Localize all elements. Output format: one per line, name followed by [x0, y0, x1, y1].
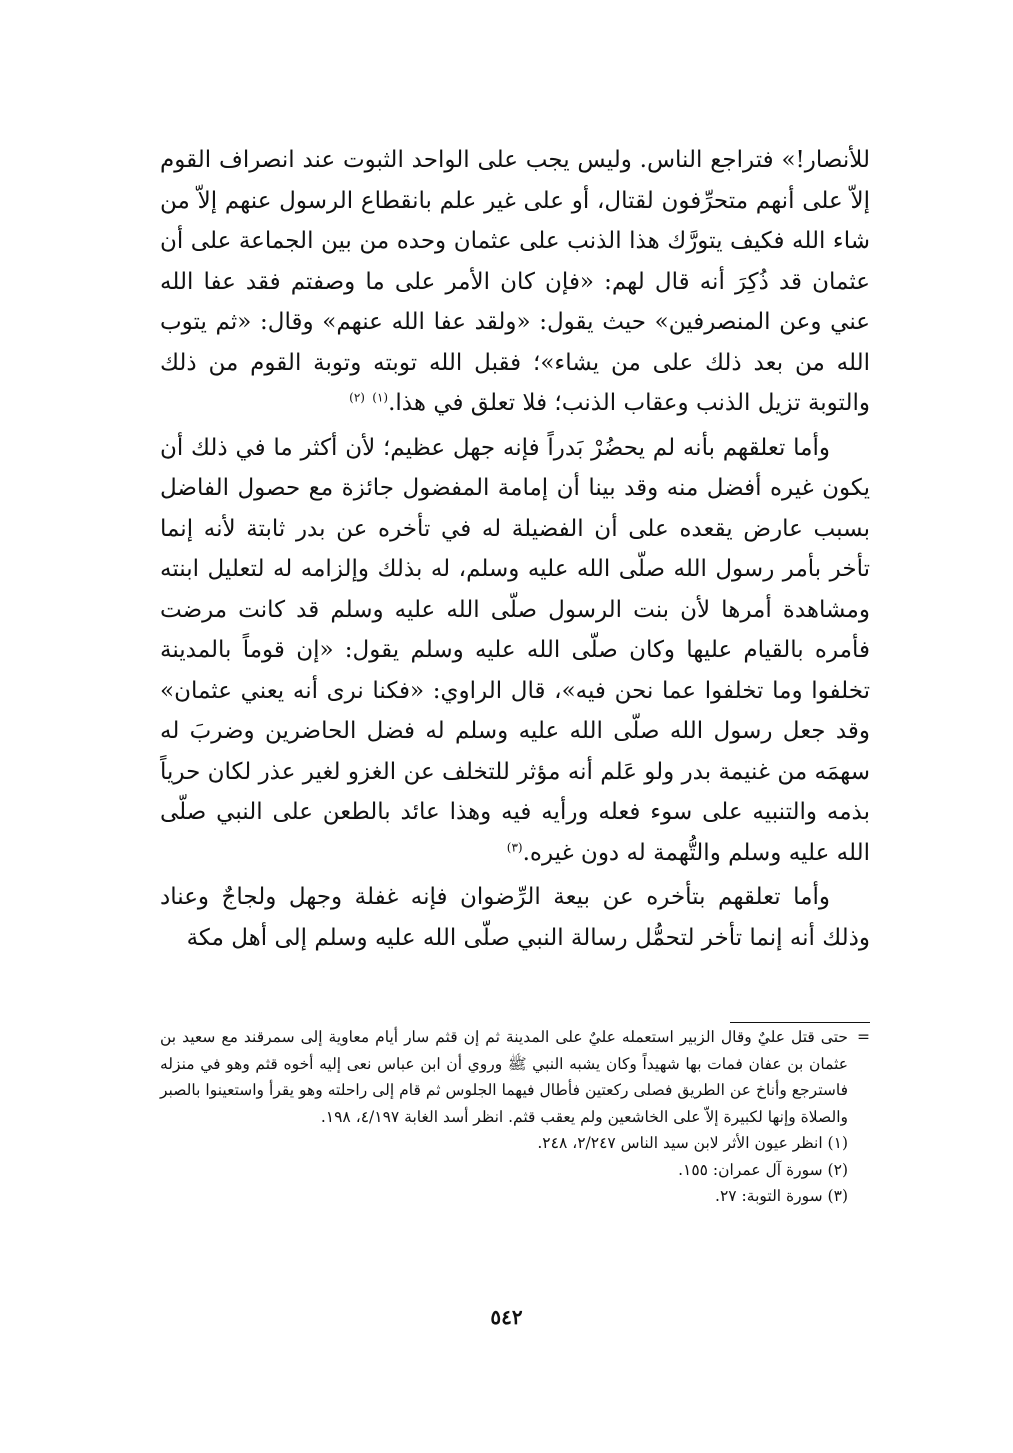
page-number: ٥٤٢ — [490, 1305, 523, 1329]
footnote-continuation-mark: = — [857, 1028, 870, 1046]
main-text — [160, 140, 870, 958]
paragraph-2-text: وأما تعلقهم بأنه لم يحضُرْ بَدراً فإنه جهل عظيم؛ لأن أكثر ما في ذلك أن يكون غيره أفضل منه وقد بينا أن إمامة المفضول جائزة مع حصول الفاضل بسبب عارض يقعده على أن الفضيلة له في تأخره عن بدر ثابتة لأنه إنما تأخر بأمر رسول الله صلّى الله عليه وسلم، له بذلك وإلزامه له لتعليل ابنته ومشاهدة أمرها لأن بنت الرسول صلّى الله عليه وسلم قد كانت مرضت فأمره بالقيام عليها وكان صلّى الله عليه وسلم يقول: «إن قوماً بالمدينة تخلفوا وما تخلفوا عما نحن فيه»، قال الراوي: «فكنا نرى أنه يعني عثمان» وقد جعل رسول الله صلّى الله عليه وسلم له فضل الحاضرين وضربَ له سهمَه من غنيمة بدر ولو عَلم أنه مؤثر للتخلف عن الغزو لغير عذر لكان حرياً بذمه والتنبيه على سوء فعله ورأيه فيه وهذا عائد بالطعن على النبي صلّى الله عليه وسلم والتُّهمة له دون غيره. — [160, 434, 870, 866]
paragraph-1-text: للأنصار!» فتراجع الناس. وليس يجب على الواحد الثبوت عند انصراف القوم إلاّ على أنهم متحرِّفون لقتال، أو على غير علم بانقطاع الرسول عنهم إلاّ من شاء الله فكيف يتورَّك هذا الذنب على عثمان وحده من بين الجماعة على أن عثمان قد ذُكِرَ أنه قال لهم: «فإن كان الأمر على ما وصفتم فقد عفا الله عني وعن المنصرفين» حيث يقول: «ولقد عفا الله عنهم» وقال: «ثم يتوب الله من بعد ذلك على من يشاء»؛ فقبل الله توبته وتوبة القوم من ذلك والتوبة تزيل الذنب وعقاب الذنب؛ فلا تعلق في هذا. — [160, 147, 870, 416]
footnote-ref-2: (٢) — [349, 390, 365, 405]
footnote-continuation — [160, 1024, 870, 1130]
paragraph-3: وأما تعلقهم بتأخره عن بيعة الرِّضوان فإنه غفلة وجهل ولجاجٌ وعناد وذلك أنه إنما تأخر لتحمُّل رسالة النبي صلّى الله عليه وسلم إلى أهل مكة — [160, 884, 870, 951]
footnote-ref-3: (٣) — [506, 839, 523, 854]
footnote-separator — [730, 1022, 870, 1023]
paragraph-1 — [160, 140, 870, 424]
footnotes — [160, 1024, 870, 1210]
footnote-continuation-text: حتى قتل عليٌ وقال الزبير استعمله عليٌ على المدينة ثم إن قثم سار أيام معاوية إلى سمرقند مع سعيد بن عثمان بن عفان فمات بها شهيداً وكان يشبه النبي ﷺ وروي أن ابن عباس نعى إليه أخوه قثم وهو في منزله فاسترجع وأناخ عن الطريق فصلى ركعتين فأطال فيهما الجلوس ثم قام إلى راحلته وهو يقرأ واستعينوا بالصبر والصلاة وإنها لكبيرة إلاّ على الخاشعين ولم يعقب قثم. انظر أسد الغابة ٤/١٩٧، ١٩٨. — [160, 1028, 848, 1126]
footnote-1: (١) انظر عيون الأثر لابن سيد الناس ٢/٢٤٧، ٢٤٨. — [537, 1134, 848, 1152]
paragraph-2 — [160, 428, 870, 874]
footnote-3: (٣) سورة التوبة: ٢٧. — [715, 1187, 848, 1205]
footnote-ref-1: (١) — [372, 390, 389, 405]
footnote-2: (٢) سورة آل عمران: ١٥٥. — [678, 1160, 848, 1179]
